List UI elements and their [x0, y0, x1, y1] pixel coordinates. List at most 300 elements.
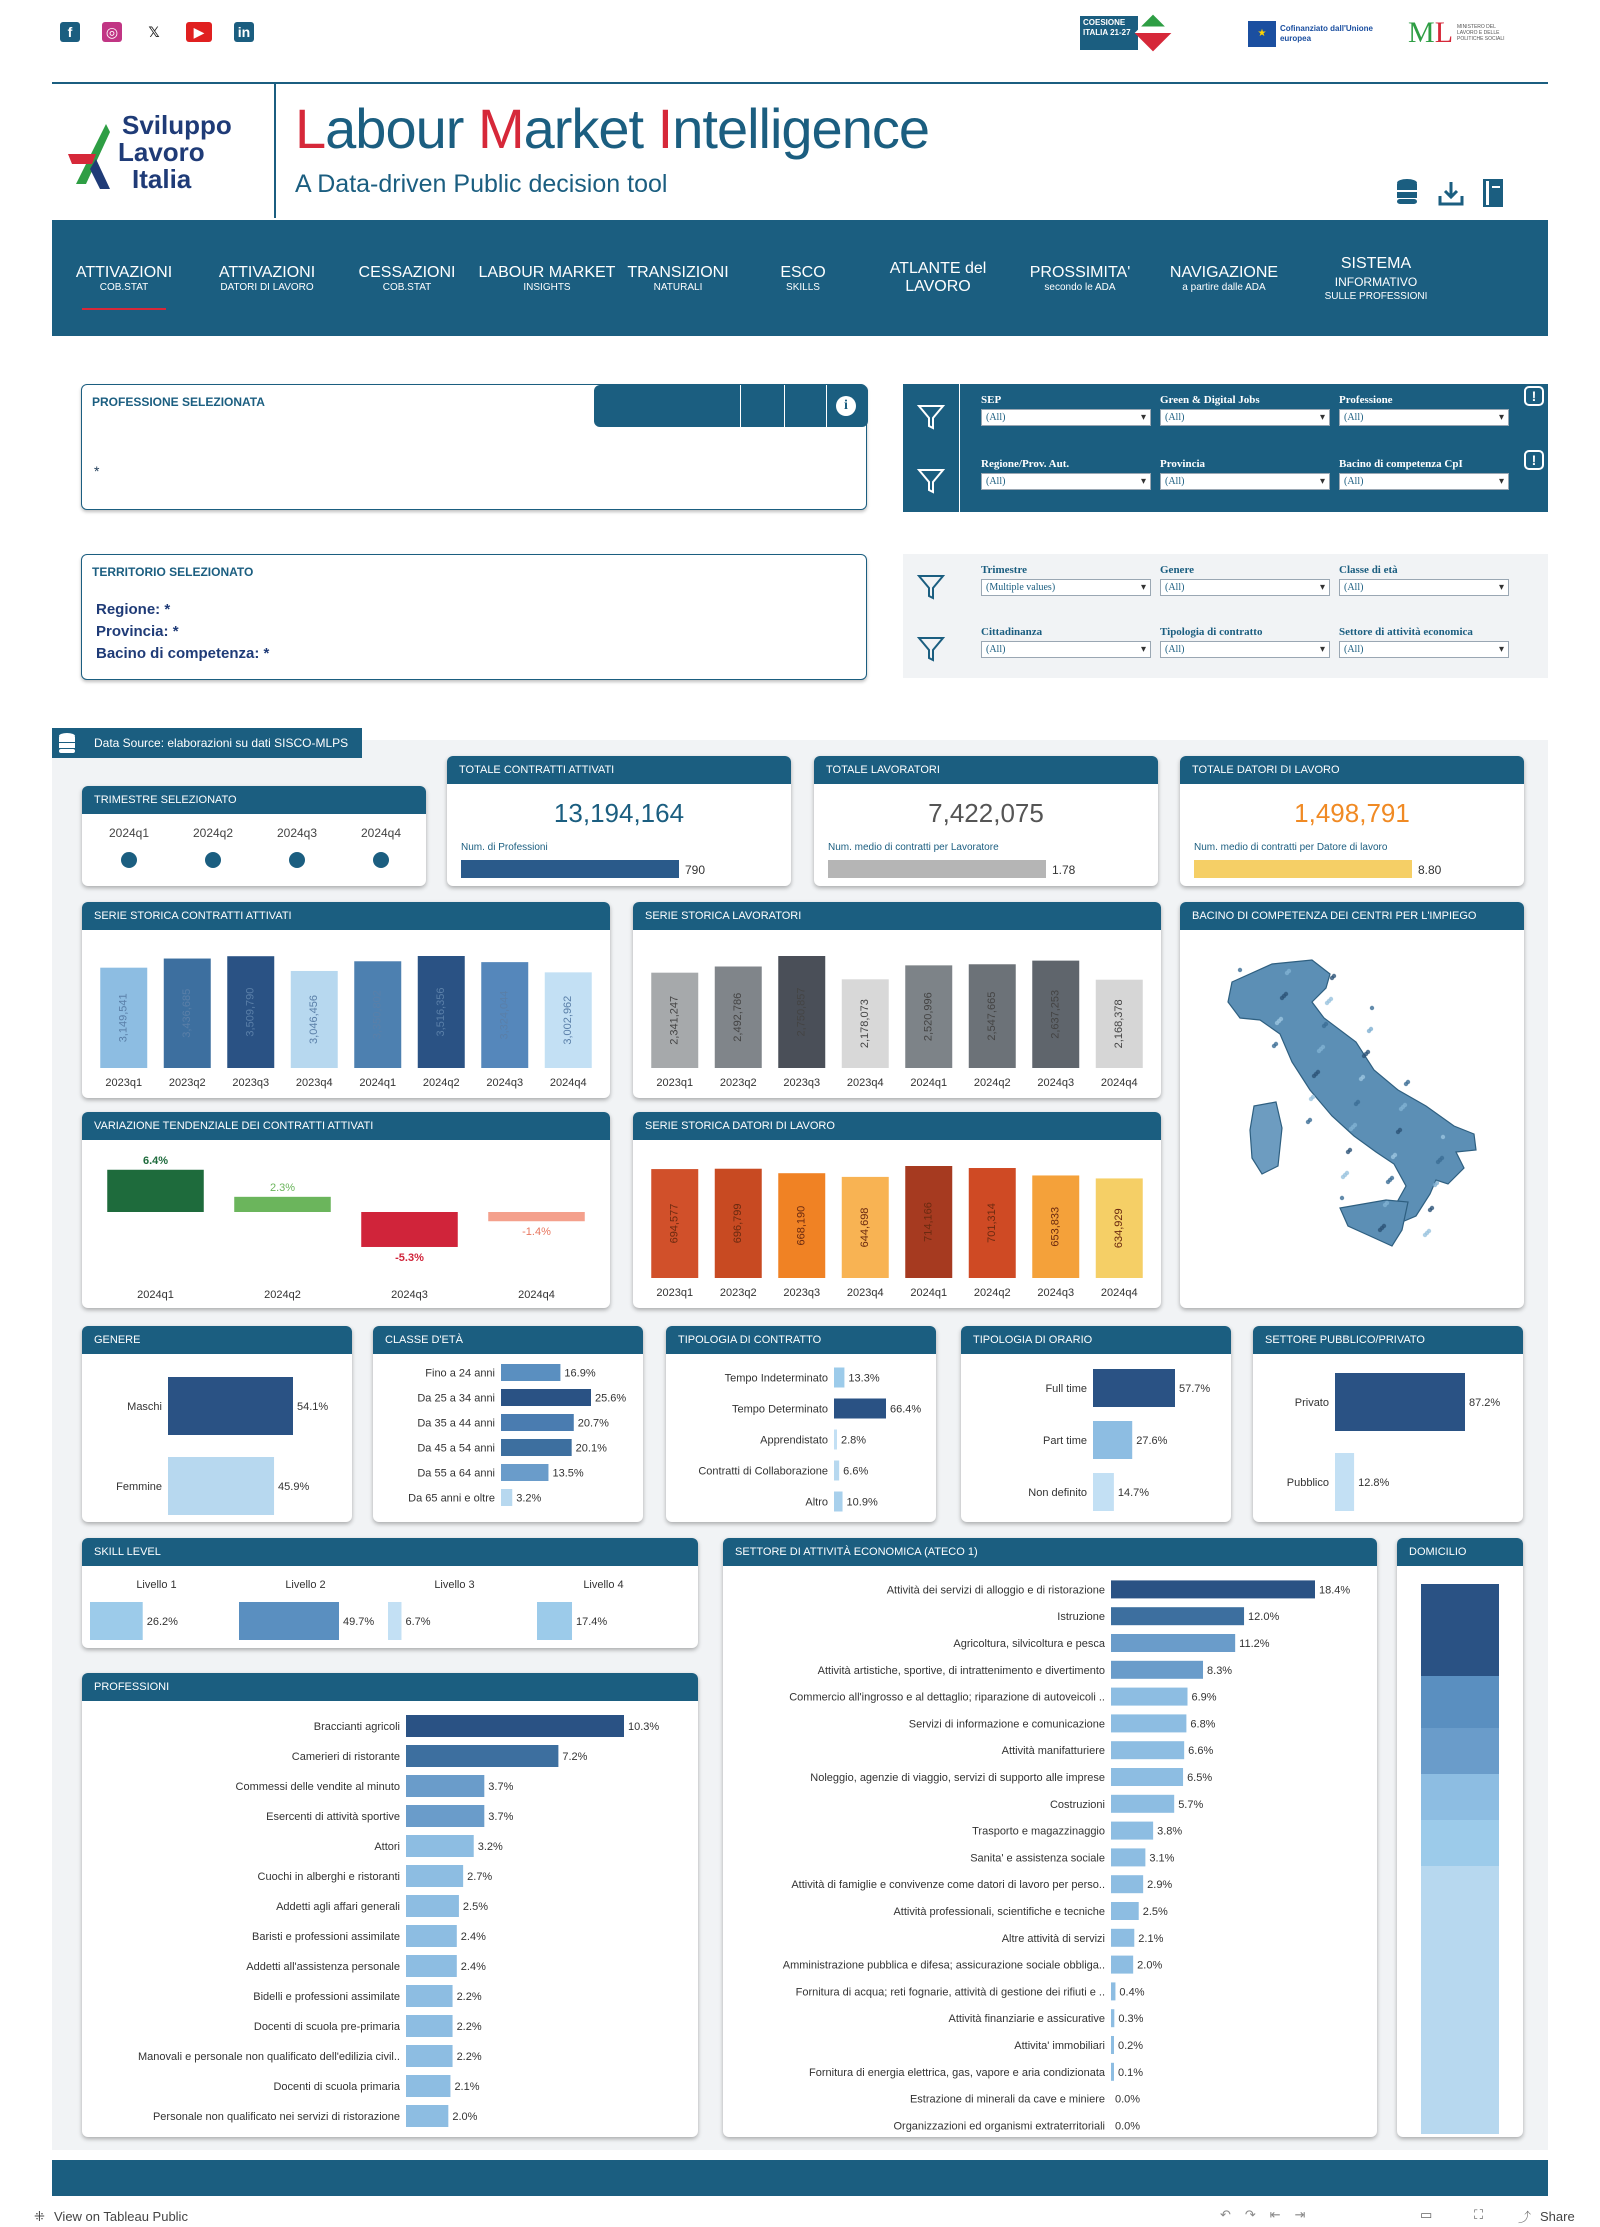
professioni-value-label: 7.2% — [562, 1751, 588, 1763]
datori-tick-label: 2023q2 — [719, 1287, 757, 1299]
datori-value-label: 694,577 — [668, 1203, 681, 1244]
eta-category-label: Da 65 anni e oltre — [408, 1492, 495, 1505]
filter-funnel-icon[interactable] — [911, 460, 951, 500]
ateco-bar[interactable] — [1111, 1822, 1153, 1840]
professioni-value-label: 2.4% — [460, 1961, 486, 1973]
filter-8 — [1160, 564, 1330, 596]
lavoratori-value-label: 2,492,786 — [732, 992, 745, 1042]
filter-label: Bacino di competenza CpI — [1339, 458, 1463, 470]
eta-value-label: 3.2% — [516, 1492, 542, 1505]
eu-logo — [1248, 20, 1378, 48]
ateco-bar[interactable] — [1111, 1661, 1203, 1679]
filter-dropdown[interactable] — [1160, 473, 1330, 490]
kpi-card-1-header — [447, 756, 791, 784]
contratto-category-label: Contratti di Collaborazione — [698, 1465, 828, 1478]
filter-dropdown[interactable] — [981, 579, 1151, 596]
variazione-value-label: -5.3% — [395, 1251, 424, 1264]
kpi-bar — [1194, 860, 1412, 878]
nav-item-6[interactable] — [738, 220, 868, 336]
filter-dropdown-value: (All) — [1165, 476, 1185, 487]
nav-item-label: ESCO — [780, 263, 826, 281]
professioni-bar[interactable] — [406, 1865, 463, 1887]
contratto-value-label: 66.4% — [890, 1403, 922, 1416]
selected-profession-value: * — [94, 463, 100, 479]
skill-bar[interactable] — [388, 1602, 401, 1640]
tableau-icon: ⁜ — [34, 2209, 45, 2224]
datori-value-label: 653,833 — [1049, 1206, 1062, 1247]
filter-dropdown[interactable] — [1339, 473, 1509, 490]
contratto-value-label: 6.6% — [843, 1465, 869, 1478]
title-part: I — [657, 97, 673, 160]
map-area — [1279, 1017, 1283, 1021]
filter-dropdown-value: (All) — [1165, 412, 1185, 423]
italy-map[interactable] — [1180, 930, 1524, 1308]
lavoratori-tick-label: 2023q1 — [656, 1077, 694, 1089]
trimestre-card-header — [82, 786, 426, 814]
eta-bar[interactable] — [501, 1439, 572, 1456]
professioni-bar[interactable] — [406, 1805, 484, 1827]
ateco-bar[interactable] — [1111, 1768, 1183, 1786]
nav-item-7[interactable] — [868, 220, 1008, 336]
page-title — [295, 96, 929, 161]
orario-bar[interactable] — [1093, 1473, 1114, 1511]
lavoratori-value-label: 2,637,253 — [1049, 989, 1062, 1039]
filter-4 — [981, 458, 1151, 490]
ateco-value-label: 0.3% — [1118, 2013, 1144, 2026]
contratto-value-label: 10.9% — [846, 1496, 878, 1509]
x-icon[interactable]: 𝕏 — [144, 22, 164, 42]
filter-10 — [981, 626, 1151, 658]
chart-orario-header — [961, 1326, 1231, 1354]
kpi-card-2 — [814, 756, 1158, 886]
ateco-bar[interactable] — [1111, 1741, 1184, 1759]
filter-dropdown[interactable] — [981, 409, 1151, 426]
ateco-bar[interactable] — [1111, 1634, 1235, 1652]
map-area — [1324, 1022, 1328, 1026]
filter-row-1 — [903, 384, 1548, 448]
skill-value-label: 6.7% — [405, 1616, 431, 1628]
map-area — [1329, 997, 1333, 1001]
ateco-bar[interactable] — [1111, 1956, 1133, 1974]
filter-alert-icon[interactable]: ! — [1524, 386, 1544, 406]
orario-category-label: Non definito — [1028, 1487, 1087, 1499]
filter-dropdown[interactable] — [1339, 579, 1509, 596]
lavoratori-value-label: 2,750,857 — [795, 987, 808, 1037]
kpi-card-3-title: TOTALE DATORI DI LAVORO — [1192, 764, 1340, 776]
chart-datori-svg — [633, 1140, 1161, 1308]
youtube-icon[interactable]: ▶ — [186, 22, 212, 42]
trimestre-label: 2024q2 — [192, 826, 234, 840]
ateco-bar[interactable] — [1111, 1929, 1134, 1947]
ateco-value-label: 2.5% — [1142, 1906, 1168, 1918]
coesione-logo — [1080, 16, 1170, 50]
filter-12 — [1339, 626, 1509, 658]
professioni-category-label: Commessi delle vendite al minuto — [235, 1781, 400, 1793]
chart-professioni — [82, 1673, 698, 2137]
download-icon[interactable] — [1438, 180, 1464, 206]
map-area — [1406, 1080, 1410, 1084]
nav-item-3[interactable] — [338, 220, 476, 336]
domicilio-segment-6[interactable] — [1421, 1866, 1499, 2134]
datori-tick-label: 2024q1 — [910, 1287, 948, 1299]
professioni-value-label: 2.2% — [456, 2021, 482, 2033]
ateco-bar[interactable] — [1111, 2036, 1114, 2054]
eu-flag-icon: ★ — [1248, 21, 1276, 47]
settore_pp-bar[interactable] — [1335, 1453, 1354, 1511]
coesione-logo-text: COESIONE ITALIA 21-27 — [1080, 16, 1138, 50]
chart-settore_pp-title: SETTORE PUBBLICO/PRIVATO — [1265, 1334, 1425, 1346]
ateco-category-label: Estrazione di minerali da cave e miniere — [909, 2093, 1105, 2106]
filter-dropdown[interactable] — [981, 641, 1151, 658]
brand-emblem-icon — [66, 114, 116, 194]
sicily[interactable] — [1340, 1200, 1408, 1246]
variazione-bar[interactable] — [234, 1197, 331, 1212]
database-icon[interactable] — [1396, 178, 1418, 206]
eta-category-label: Fino a 24 anni — [425, 1367, 495, 1380]
ateco-bar[interactable] — [1111, 1580, 1315, 1598]
chart-eta-title: CLASSE D'ETÀ — [385, 1334, 463, 1346]
datori-value-label: 696,799 — [732, 1203, 745, 1244]
map-area — [1427, 1229, 1431, 1233]
footer-bar — [52, 2160, 1548, 2196]
skill-bar[interactable] — [537, 1602, 572, 1640]
eta-bar[interactable] — [501, 1364, 560, 1381]
trimestre-label: 2024q3 — [276, 826, 318, 840]
contratti-value-label: 3,436,685 — [181, 988, 194, 1038]
eta-value-label: 16.9% — [564, 1367, 596, 1380]
filter-label: Professione — [1339, 394, 1393, 406]
filter-dropdown[interactable] — [1339, 409, 1509, 426]
trimestre-label: 2024q1 — [108, 826, 150, 840]
nav-item-10[interactable] — [1296, 220, 1456, 336]
chart-eta — [373, 1326, 643, 1522]
variazione-tick-label: 2024q1 — [137, 1289, 174, 1301]
skill-bar[interactable] — [90, 1602, 143, 1640]
professioni-bar[interactable] — [406, 1835, 474, 1857]
filter-label: Cittadinanza — [981, 626, 1043, 638]
nav-item-label: NAVIGAZIONE — [1169, 263, 1279, 281]
lavoratori-tick-label: 2024q3 — [1037, 1077, 1075, 1089]
social-bar — [60, 22, 254, 42]
nav-item-sublabel: SULLE PROFESSIONI — [1324, 290, 1428, 302]
variazione-tick-label: 2024q4 — [518, 1289, 555, 1301]
professioni-bar[interactable] — [406, 1715, 624, 1737]
domicilio-segment-3[interactable] — [1421, 1728, 1499, 1774]
map-area — [1311, 1095, 1315, 1099]
filter-label: Trimestre — [981, 564, 1028, 576]
nav-item-sublabel: COB.STAT — [99, 281, 149, 293]
map-area — [1403, 1103, 1407, 1107]
filter-label: Settore di attività economica — [1339, 626, 1473, 638]
ateco-value-label: 5.7% — [1178, 1798, 1204, 1811]
professioni-bar[interactable] — [406, 2105, 448, 2127]
filter-3 — [1339, 394, 1509, 426]
nav-item-label: ATTIVAZIONI — [218, 263, 316, 281]
variazione-value-label: 2.3% — [269, 1181, 296, 1194]
orario-bar[interactable] — [1093, 1421, 1132, 1459]
filter-divider — [959, 448, 960, 512]
kpi-bar-value: 1.78 — [1052, 863, 1076, 877]
filter-dropdown[interactable] — [1339, 641, 1509, 658]
filter-dropdown-value: (All) — [1344, 476, 1364, 487]
datori-value-label: 634,929 — [1113, 1208, 1126, 1249]
nav-item-label: CESSAZIONI — [358, 263, 456, 281]
variazione-bar[interactable] — [488, 1212, 585, 1221]
domicilio-segment-4[interactable] — [1421, 1774, 1499, 1820]
professioni-bar[interactable] — [406, 1775, 484, 1797]
filter-funnel-icon[interactable] — [911, 566, 951, 606]
professioni-category-label: Docenti di scuola pre-primaria — [253, 2021, 400, 2033]
contratto-bar[interactable] — [834, 1492, 843, 1512]
variazione-value-label: -1.4% — [522, 1226, 551, 1239]
trimestre-label: 2024q4 — [360, 826, 402, 840]
nav-item-9[interactable] — [1152, 220, 1296, 336]
map-area — [1440, 1156, 1444, 1160]
professioni-value-label: 2.7% — [467, 1871, 493, 1883]
ateco-category-label: Fornitura di acqua; reti fognarie, attività di gestione dei rifiuti e .. — [795, 1986, 1105, 1999]
nav-item-label: ATLANTE del — [889, 260, 987, 277]
chart-settore_pp-svg — [1253, 1354, 1523, 1522]
contratto-bar[interactable] — [834, 1399, 886, 1419]
kpi-card-2-title: TOTALE LAVORATORI — [826, 764, 940, 776]
ateco-value-label: 6.5% — [1187, 1772, 1213, 1784]
guide-book-icon[interactable] — [1482, 178, 1504, 208]
kpi-sublabel: Num. medio di contratti per Datore di lavoro — [1194, 842, 1388, 853]
map-card-header — [1180, 902, 1524, 930]
kpi-card-3 — [1180, 756, 1524, 886]
chart-skill-title: SKILL LEVEL — [94, 1546, 161, 1558]
eta-bar[interactable] — [501, 1464, 548, 1481]
professioni-category-label: Baristi e professioni assimilate — [252, 1931, 400, 1943]
nav-item-1[interactable] — [52, 220, 196, 336]
brand-logo[interactable] — [52, 84, 276, 218]
professioni-bar[interactable] — [406, 1745, 558, 1767]
ateco-value-label: 2.9% — [1147, 1879, 1173, 1892]
nav-item-label: PROSSIMITA' — [1029, 263, 1131, 281]
variazione-bar[interactable] — [107, 1170, 204, 1212]
ateco-category-label: Agricoltura, silvicoltura e pesca — [953, 1638, 1105, 1650]
ateco-bar[interactable] — [1111, 1714, 1186, 1732]
ateco-bar[interactable] — [1111, 1795, 1174, 1813]
map-area — [1340, 1196, 1344, 1200]
undo-redo-icons[interactable]: ↶↷⇤⇥ — [1220, 2207, 1320, 2222]
nav-item-sublabel: secondo le ADA — [1044, 281, 1116, 293]
eta-category-label: Da 55 a 64 anni — [417, 1467, 495, 1480]
chart-contratti-svg — [82, 930, 610, 1098]
skill-value-label: 17.4% — [576, 1616, 608, 1628]
header-divider — [52, 82, 1548, 84]
professioni-category-label: Esercenti di attività sportive — [266, 1811, 400, 1823]
lavoratori-value-label: 2,168,378 — [1113, 999, 1126, 1049]
instagram-icon[interactable]: ◎ — [102, 22, 122, 42]
tableau-toolbar — [0, 2207, 1600, 2227]
eta-value-label: 20.7% — [577, 1417, 609, 1430]
professioni-category-label: Addetti all'assistenza personale — [246, 1961, 400, 1973]
ateco-value-label: 3.8% — [1157, 1825, 1183, 1838]
domicilio-card-title: DOMICILIO — [1409, 1546, 1467, 1558]
skill-tick-label: Livello 4 — [583, 1579, 624, 1591]
brand-line-3: Italia — [132, 164, 192, 194]
share-icon[interactable]: ⤴ — [1518, 2210, 1532, 2225]
lavoratori-value-label: 2,520,996 — [922, 992, 935, 1042]
filter-dropdown-value: (All) — [1165, 644, 1185, 655]
orario-bar[interactable] — [1093, 1369, 1175, 1407]
professioni-bar[interactable] — [406, 2015, 453, 2037]
share-button[interactable]: Share — [1540, 2209, 1575, 2224]
settore_pp-bar[interactable] — [1335, 1373, 1465, 1431]
filter-funnel-icon[interactable] — [911, 396, 951, 436]
chart-ateco — [723, 1538, 1377, 2137]
linkedin-icon[interactable]: in — [234, 22, 254, 42]
contratti-value-label: 3,002,962 — [562, 995, 575, 1045]
map-area — [1398, 1128, 1402, 1132]
trimestre-dot-2024q2[interactable] — [205, 852, 221, 868]
professioni-bar[interactable] — [406, 2075, 450, 2097]
map-area — [1238, 968, 1242, 972]
domicilio-segment-2[interactable] — [1421, 1676, 1499, 1728]
filter-dropdown[interactable] — [981, 473, 1151, 490]
filter-dropdown-value: (All) — [986, 644, 1006, 655]
device-layout-icon[interactable]: ▭ — [1420, 2207, 1433, 2222]
trimestre-dot-2024q3[interactable] — [289, 852, 305, 868]
ateco-bar[interactable] — [1111, 1902, 1139, 1920]
chart-ateco-header — [723, 1538, 1377, 1566]
lavoratori-tick-label: 2023q3 — [783, 1077, 821, 1089]
eta-bar[interactable] — [501, 1389, 591, 1406]
fullscreen-icon[interactable]: ⛶ — [1474, 2207, 1484, 2222]
professioni-bar[interactable] — [406, 1955, 457, 1977]
info-icon[interactable]: i — [836, 396, 856, 416]
chart-genere-header — [82, 1326, 352, 1354]
filter-label: Tipologia di contratto — [1160, 626, 1263, 638]
ateco-bar[interactable] — [1111, 1848, 1145, 1866]
domicilio-segment-1[interactable] — [1421, 1584, 1499, 1676]
orario-category-label: Full time — [1045, 1383, 1087, 1395]
ateco-bar[interactable] — [1111, 1875, 1143, 1893]
ateco-category-label: Attività di famiglie e convivenze come datori di lavoro per perso.. — [791, 1879, 1105, 1892]
chart-contratto-header — [666, 1326, 936, 1354]
contratti-tick-label: 2023q2 — [168, 1077, 206, 1089]
filter-label: Classe di età — [1339, 564, 1398, 576]
ateco-category-label: Trasporto e magazzinaggio — [972, 1825, 1105, 1838]
domicilio-segment-5[interactable] — [1421, 1820, 1499, 1866]
contratto-bar[interactable] — [834, 1368, 844, 1388]
trimestre-dot-2024q4[interactable] — [373, 852, 389, 868]
profession-toolbar — [594, 385, 868, 427]
chart-genere-title: GENERE — [94, 1334, 141, 1346]
ateco-bar[interactable] — [1111, 1982, 1115, 2000]
domicilio-card — [1397, 1538, 1523, 2137]
filter-dropdown[interactable] — [1160, 579, 1330, 596]
trimestre-dot-2024q1[interactable] — [121, 852, 137, 868]
nav-item-4[interactable] — [476, 220, 618, 336]
filter-alert-icon[interactable]: ! — [1524, 450, 1544, 470]
filter-label: Genere — [1160, 564, 1195, 576]
nav-item-label: SISTEMA — [1340, 254, 1412, 272]
contratto-value-label: 13.3% — [848, 1372, 880, 1385]
nav-item-8[interactable] — [1008, 220, 1152, 336]
lavoratori-value-label: 2,178,073 — [859, 999, 872, 1049]
eta-bar[interactable] — [501, 1414, 574, 1431]
filter-dropdown[interactable] — [1160, 641, 1330, 658]
ateco-bar[interactable] — [1111, 1688, 1188, 1706]
genere-category-label: Femmine — [116, 1481, 162, 1493]
professioni-bar[interactable] — [406, 1925, 457, 1947]
eta-bar[interactable] — [501, 1489, 512, 1506]
view-on-tableau-link[interactable]: View on Tableau Public — [54, 2209, 188, 2224]
contratti-value-label: 3,516,356 — [435, 987, 448, 1037]
orario-category-label: Part time — [1042, 1435, 1087, 1447]
contratto-bar[interactable] — [834, 1430, 837, 1450]
professioni-category-label: Docenti di scuola primaria — [273, 2081, 400, 2093]
territory-provincia: Provincia: * — [96, 623, 179, 640]
contratto-bar[interactable] — [834, 1461, 839, 1481]
filter-dropdown[interactable] — [1160, 409, 1330, 426]
professioni-bar[interactable] — [406, 1985, 453, 2007]
domicilio-card-header — [1397, 1538, 1523, 1566]
variazione-bar[interactable] — [361, 1212, 458, 1247]
ateco-value-label: 0.0% — [1115, 2093, 1141, 2106]
nav-item-sublabel: a partire dalle ADA — [1182, 281, 1266, 293]
facebook-icon[interactable]: f — [60, 22, 80, 42]
professioni-category-label: Camerieri di ristorante — [291, 1751, 400, 1763]
ateco-bar[interactable] — [1111, 2063, 1114, 2081]
filter-funnel-icon[interactable] — [911, 628, 951, 668]
variazione-tick-label: 2024q2 — [264, 1289, 301, 1301]
nav-item-label-2: INFORMATIVO — [1334, 274, 1418, 289]
eta-category-label: Da 35 a 44 anni — [417, 1417, 495, 1430]
genere-bar[interactable] — [168, 1377, 293, 1435]
chart-variazione — [82, 1112, 610, 1308]
ateco-value-label: 2.0% — [1137, 1959, 1163, 1972]
ateco-value-label: 0.0% — [1115, 2120, 1141, 2133]
professioni-category-label: Manovali e personale non qualificato dell'edilizia civil.. — [138, 2051, 400, 2063]
contratti-value-label: 3,509,790 — [244, 987, 257, 1037]
map-area — [1316, 1070, 1320, 1074]
filter-label: Green & Digital Jobs — [1160, 394, 1260, 406]
filter-dropdown-value: (All) — [1344, 644, 1364, 655]
data-source-icon — [58, 732, 76, 754]
ateco-value-label: 6.9% — [1191, 1691, 1217, 1704]
professioni-value-label: 2.4% — [460, 1931, 486, 1943]
ateco-bar[interactable] — [1111, 1607, 1244, 1625]
ateco-value-label: 0.4% — [1119, 1986, 1145, 1999]
chart-contratto-svg — [666, 1354, 936, 1522]
filter-label: Provincia — [1160, 458, 1206, 470]
nav-item-2[interactable] — [196, 220, 338, 336]
kpi-bar — [461, 860, 679, 878]
map-area — [1385, 1201, 1389, 1205]
kpi-value: 13,194,164 — [553, 798, 685, 828]
kpi-bar-value: 8.80 — [1418, 863, 1442, 877]
ateco-category-label: Attività artistiche, sportive, di intrattenimento e divertimento — [817, 1664, 1105, 1677]
professioni-value-label: 2.2% — [456, 2051, 482, 2063]
contratto-value-label: 2.8% — [841, 1434, 867, 1447]
title-part: ntelligence — [672, 97, 929, 160]
nav-item-5[interactable] — [618, 220, 738, 336]
professioni-bar[interactable] — [406, 1895, 459, 1917]
contratti-tick-label: 2024q3 — [486, 1077, 524, 1089]
professioni-bar[interactable] — [406, 2045, 453, 2067]
chart-datori-header — [633, 1112, 1161, 1140]
genere-bar[interactable] — [168, 1457, 274, 1515]
ateco-value-label: 11.2% — [1239, 1638, 1270, 1650]
skill-tick-label: Livello 1 — [136, 1579, 177, 1591]
ateco-value-label: 3.1% — [1149, 1852, 1175, 1865]
skill-bar[interactable] — [239, 1602, 339, 1640]
filter-dropdown-value: (All) — [986, 412, 1006, 423]
ateco-bar[interactable] — [1111, 2009, 1114, 2027]
